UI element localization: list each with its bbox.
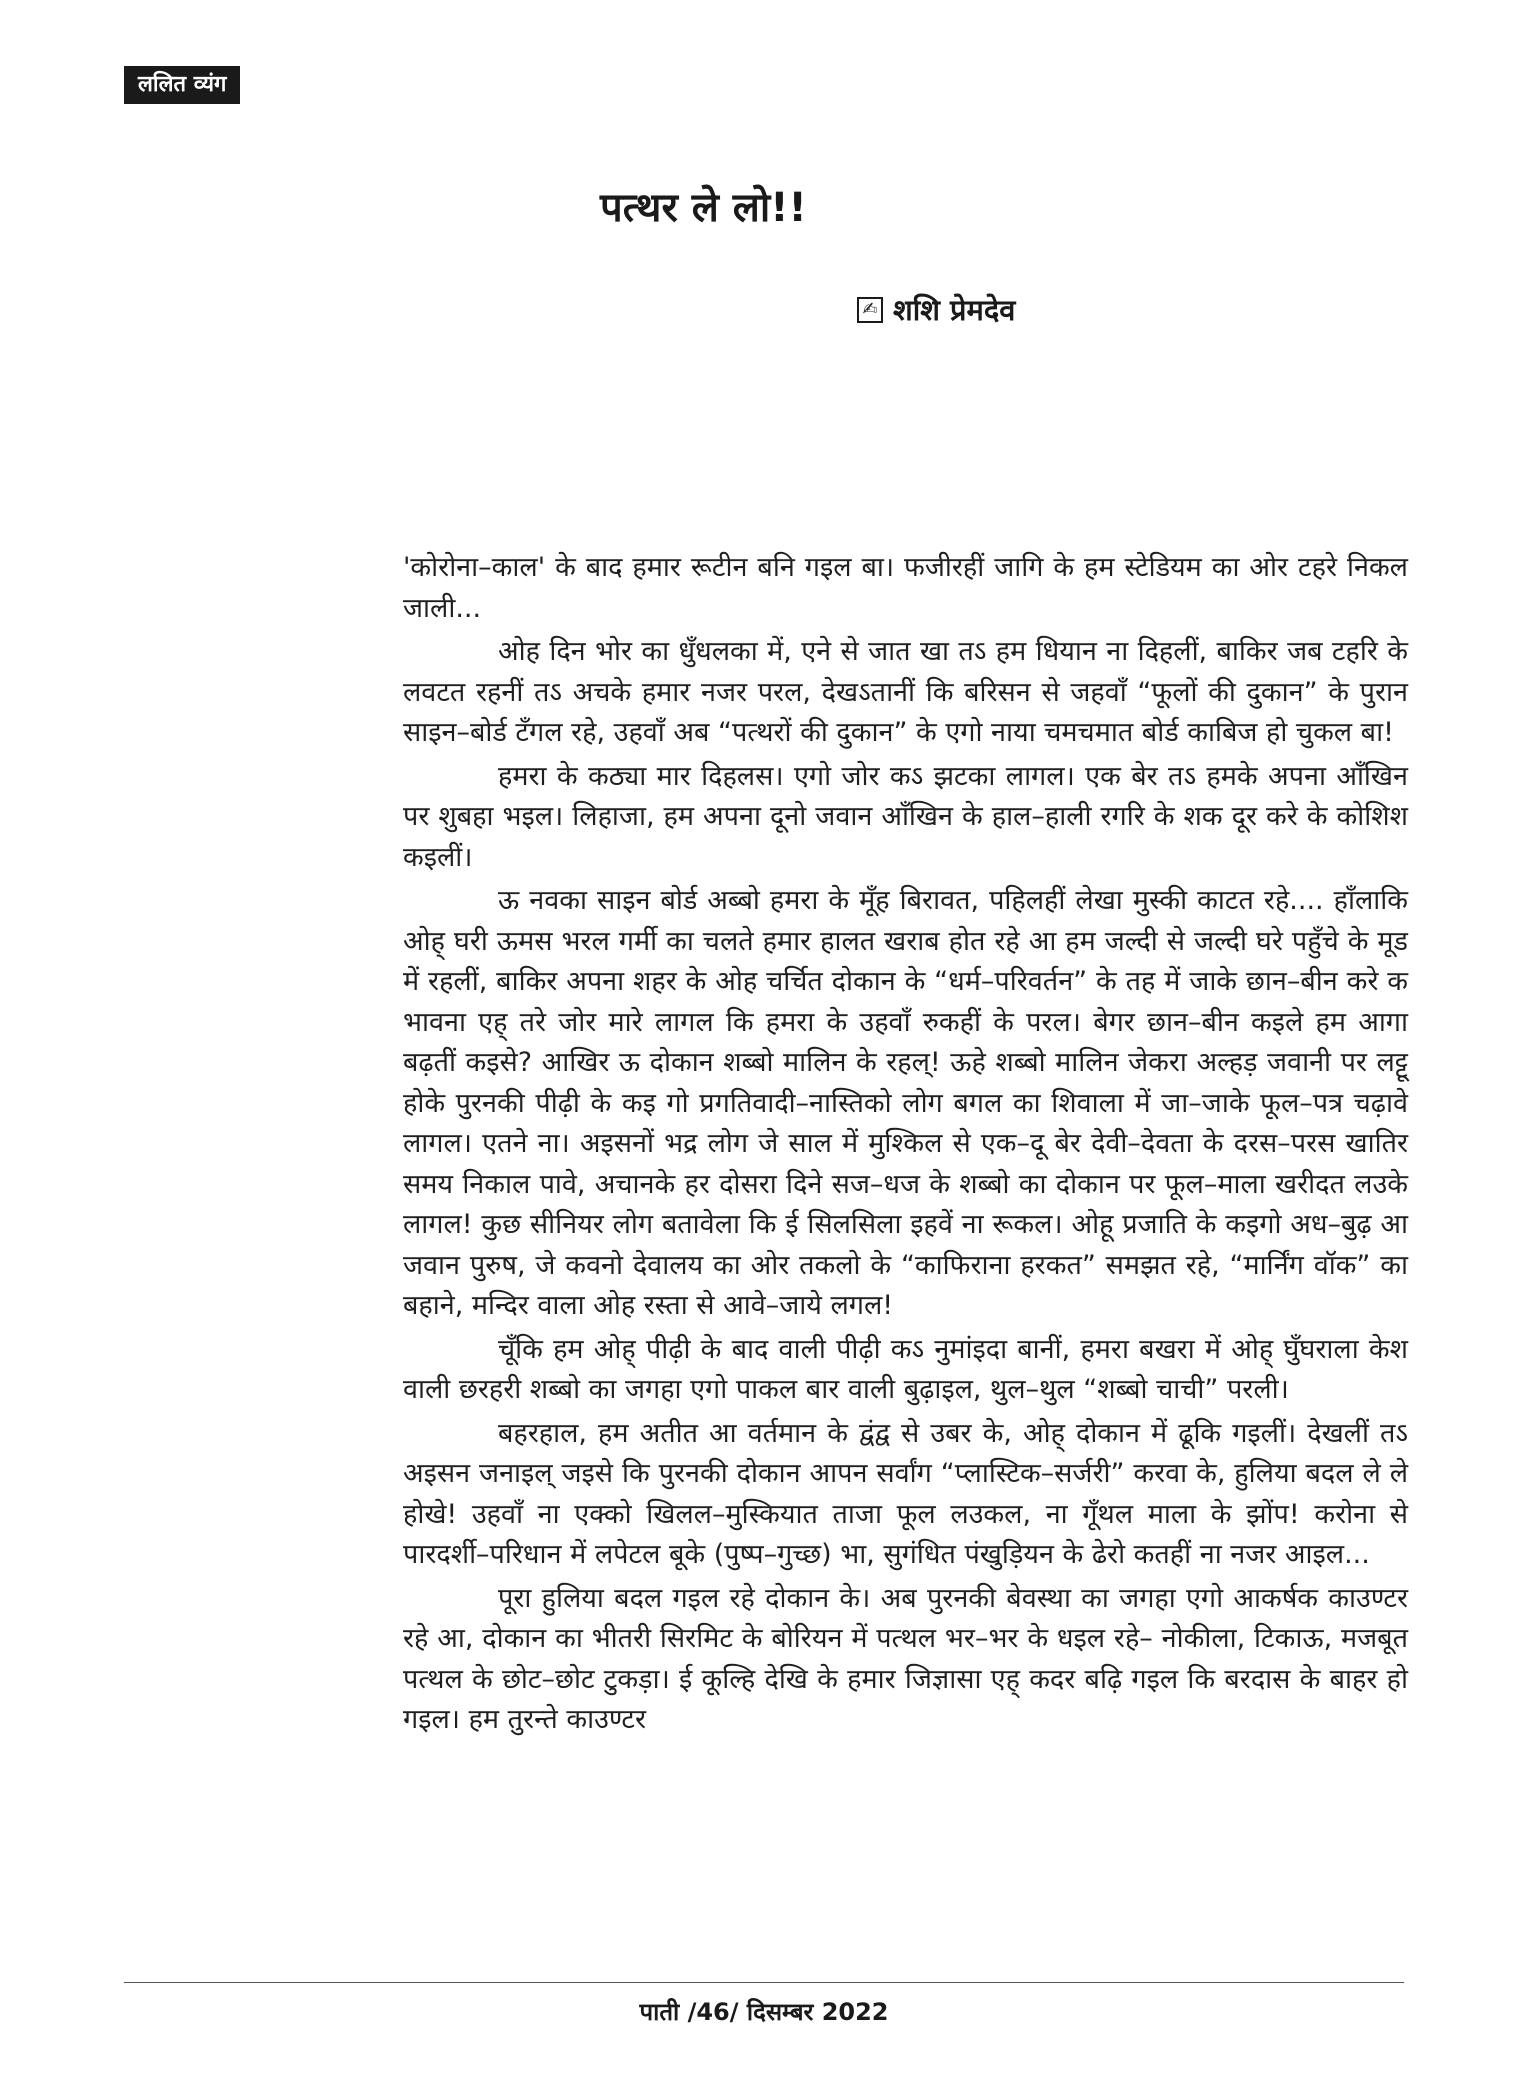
paragraph: चूँकि हम ओह् पीढ़ी के बाद वाली पीढ़ी कऽ नुमांइदा बानीं, हमरा बखरा में ओह् घुँघराला केश वाली छरहरी शब्बो का जगहा एगो पाकल बार वाली बुढ़ाइल, थुल–थुल “शब्बो चाची” परली। [403, 1333, 1408, 1405]
author-name: शशि प्रेमदेव [893, 293, 1016, 327]
paragraph: ऊ नवका साइन बोर्ड अब्बो हमरा के मूँह बिरावत, पहिलहीं लेखा मुस्की काटत रहे.... हाँलाकि ओह् घरी ऊमस भरल गर्मी का चलते हमार हालत खराब होत रहे आ हम जल्दी से जल्दी घरे पहुँचे के मूड में रहलीं, बाकिर अपना शहर के ओह चर्चित दोकान के “धर्म–परिवर्तन” के तह में जाके छान–बीन करे क भावना एह् तरे जोर मारे लागल कि हमरा के उहवाँ रुकहीं के परल। बेगर छान–बीन कइले हम आगा बढ़तीं कइसे? आखिर ऊ दोकान शब्बो मालिन के रहल्! ऊहे शब्बो मालिन जेकरा अल्हड़ जवानी पर लट्टू होके पुरनकी पीढ़ी के कइ गो प्रगतिवादी–नास्तिको लोग बगल का शिवाला में जा–जाके फूल–पत्र चढ़ावे लागल। एतने ना। अइसनों भद्र लोग जे साल में मुश्किल से एक–दू बेर देवी–देवता के दरस–परस खातिर समय निकाल पावे, अचानके हर दोसरा दिने सज–धज के शब्बो का दोकान पर फूल–माला खरीदत लउके लागल! कुछ सीनियर लोग बतावेला कि ई सिलसिला इहवें ना रूकल। ओहू प्रजाति के कइगो अध–बुढ़ आ जवान पुरुष, जे कवनो देवालय का ओर तकलो के “काफिराना हरकत” समझत रहे, “मार्निंग वॉक” का बहाने, मन्दिर वाला ओह रस्ता से आवे–जाये लगल! [403, 885, 1408, 1321]
pen-icon: ✍ [857, 297, 883, 323]
byline [857, 290, 1015, 330]
paragraph: बहरहाल, हम अतीत आ वर्तमान के द्वंद्व से उबर के, ओह् दोकान में ढूकि गइलीं। देखलीं तऽ अइसन जनाइल् जइसे कि पुरनकी दोकान आपन सर्वांग “प्लास्टिक–सर्जरी” करवा के, हुलिया बदल ले ले होखे! उहवाँ ना एक्को खिलल–मुस्कियात ताजा फूल लउकल, ना गूँथल माला के झोंप! करोना से पारदर्शी–परिधान में लपेटल बूके (पुष्प–गुच्छ) भा, सुगंधित पंखुड़ियन के ढेरो कतहीं ना नजर आइल... [403, 1417, 1408, 1570]
article-body [403, 548, 1408, 1744]
footer-divider [124, 1982, 1404, 1983]
paragraph: हमरा के कठ्या मार दिहलस। एगो जोर कऽ झटका लागल। एक बेर तऽ हमके अपना आँखिन पर शुबहा भइल। लिहाजा, हम अपना दूनो जवान आँखिन के हाल–हाली रगरि के शक दूर करे के कोशिश कइलीं। [403, 760, 1408, 873]
article-title: पत्थर ले लो!! [600, 185, 807, 231]
paragraph: ओह दिन भोर का धुँधलका में, एने से जात खा तऽ हम धियान ना दिहलीं, बाकिर जब टहरि के लवटत रहनीं तऽ अचके हमार नजर परल, देखऽतानीं कि बरिसन से जहवाँ “फूलों की दुकान” के पुरान साइन–बोर्ड टँगल रहे, उहवाँ अब “पत्थरों की दुकान” के एगो नाया चमचमात बोर्ड काबिज हो चुकल बा! [403, 636, 1408, 748]
section-tag: ललित व्यंग [124, 66, 240, 104]
paragraph: पूरा हुलिया बदल गइल रहे दोकान के। अब पुरनकी बेवस्था का जगहा एगो आकर्षक काउण्टर रहे आ, दोकान का भीतरी सिरमिट के बोरियन में पत्थल भर–भर के धइल रहे– नोकीला, टिकाऊ, मजबूत पत्थल के छोट–छोट टुकड़ा। ई कूल्हि देखि के हमार जिज्ञासा एह् कदर बढ़ि गइल कि बरदास के बाहर हो गइल। हम तुरन्ते काउण्टर [403, 1582, 1408, 1735]
paragraph: 'कोरोना–काल' के बाद हमार रूटीन बनि गइल बा। फजीरहीं जागि के हम स्टेडियम का ओर टहरे निकल जाली... [403, 552, 1408, 624]
page-footer: पाती /46/ दिसम्बर 2022 [639, 1998, 889, 2026]
